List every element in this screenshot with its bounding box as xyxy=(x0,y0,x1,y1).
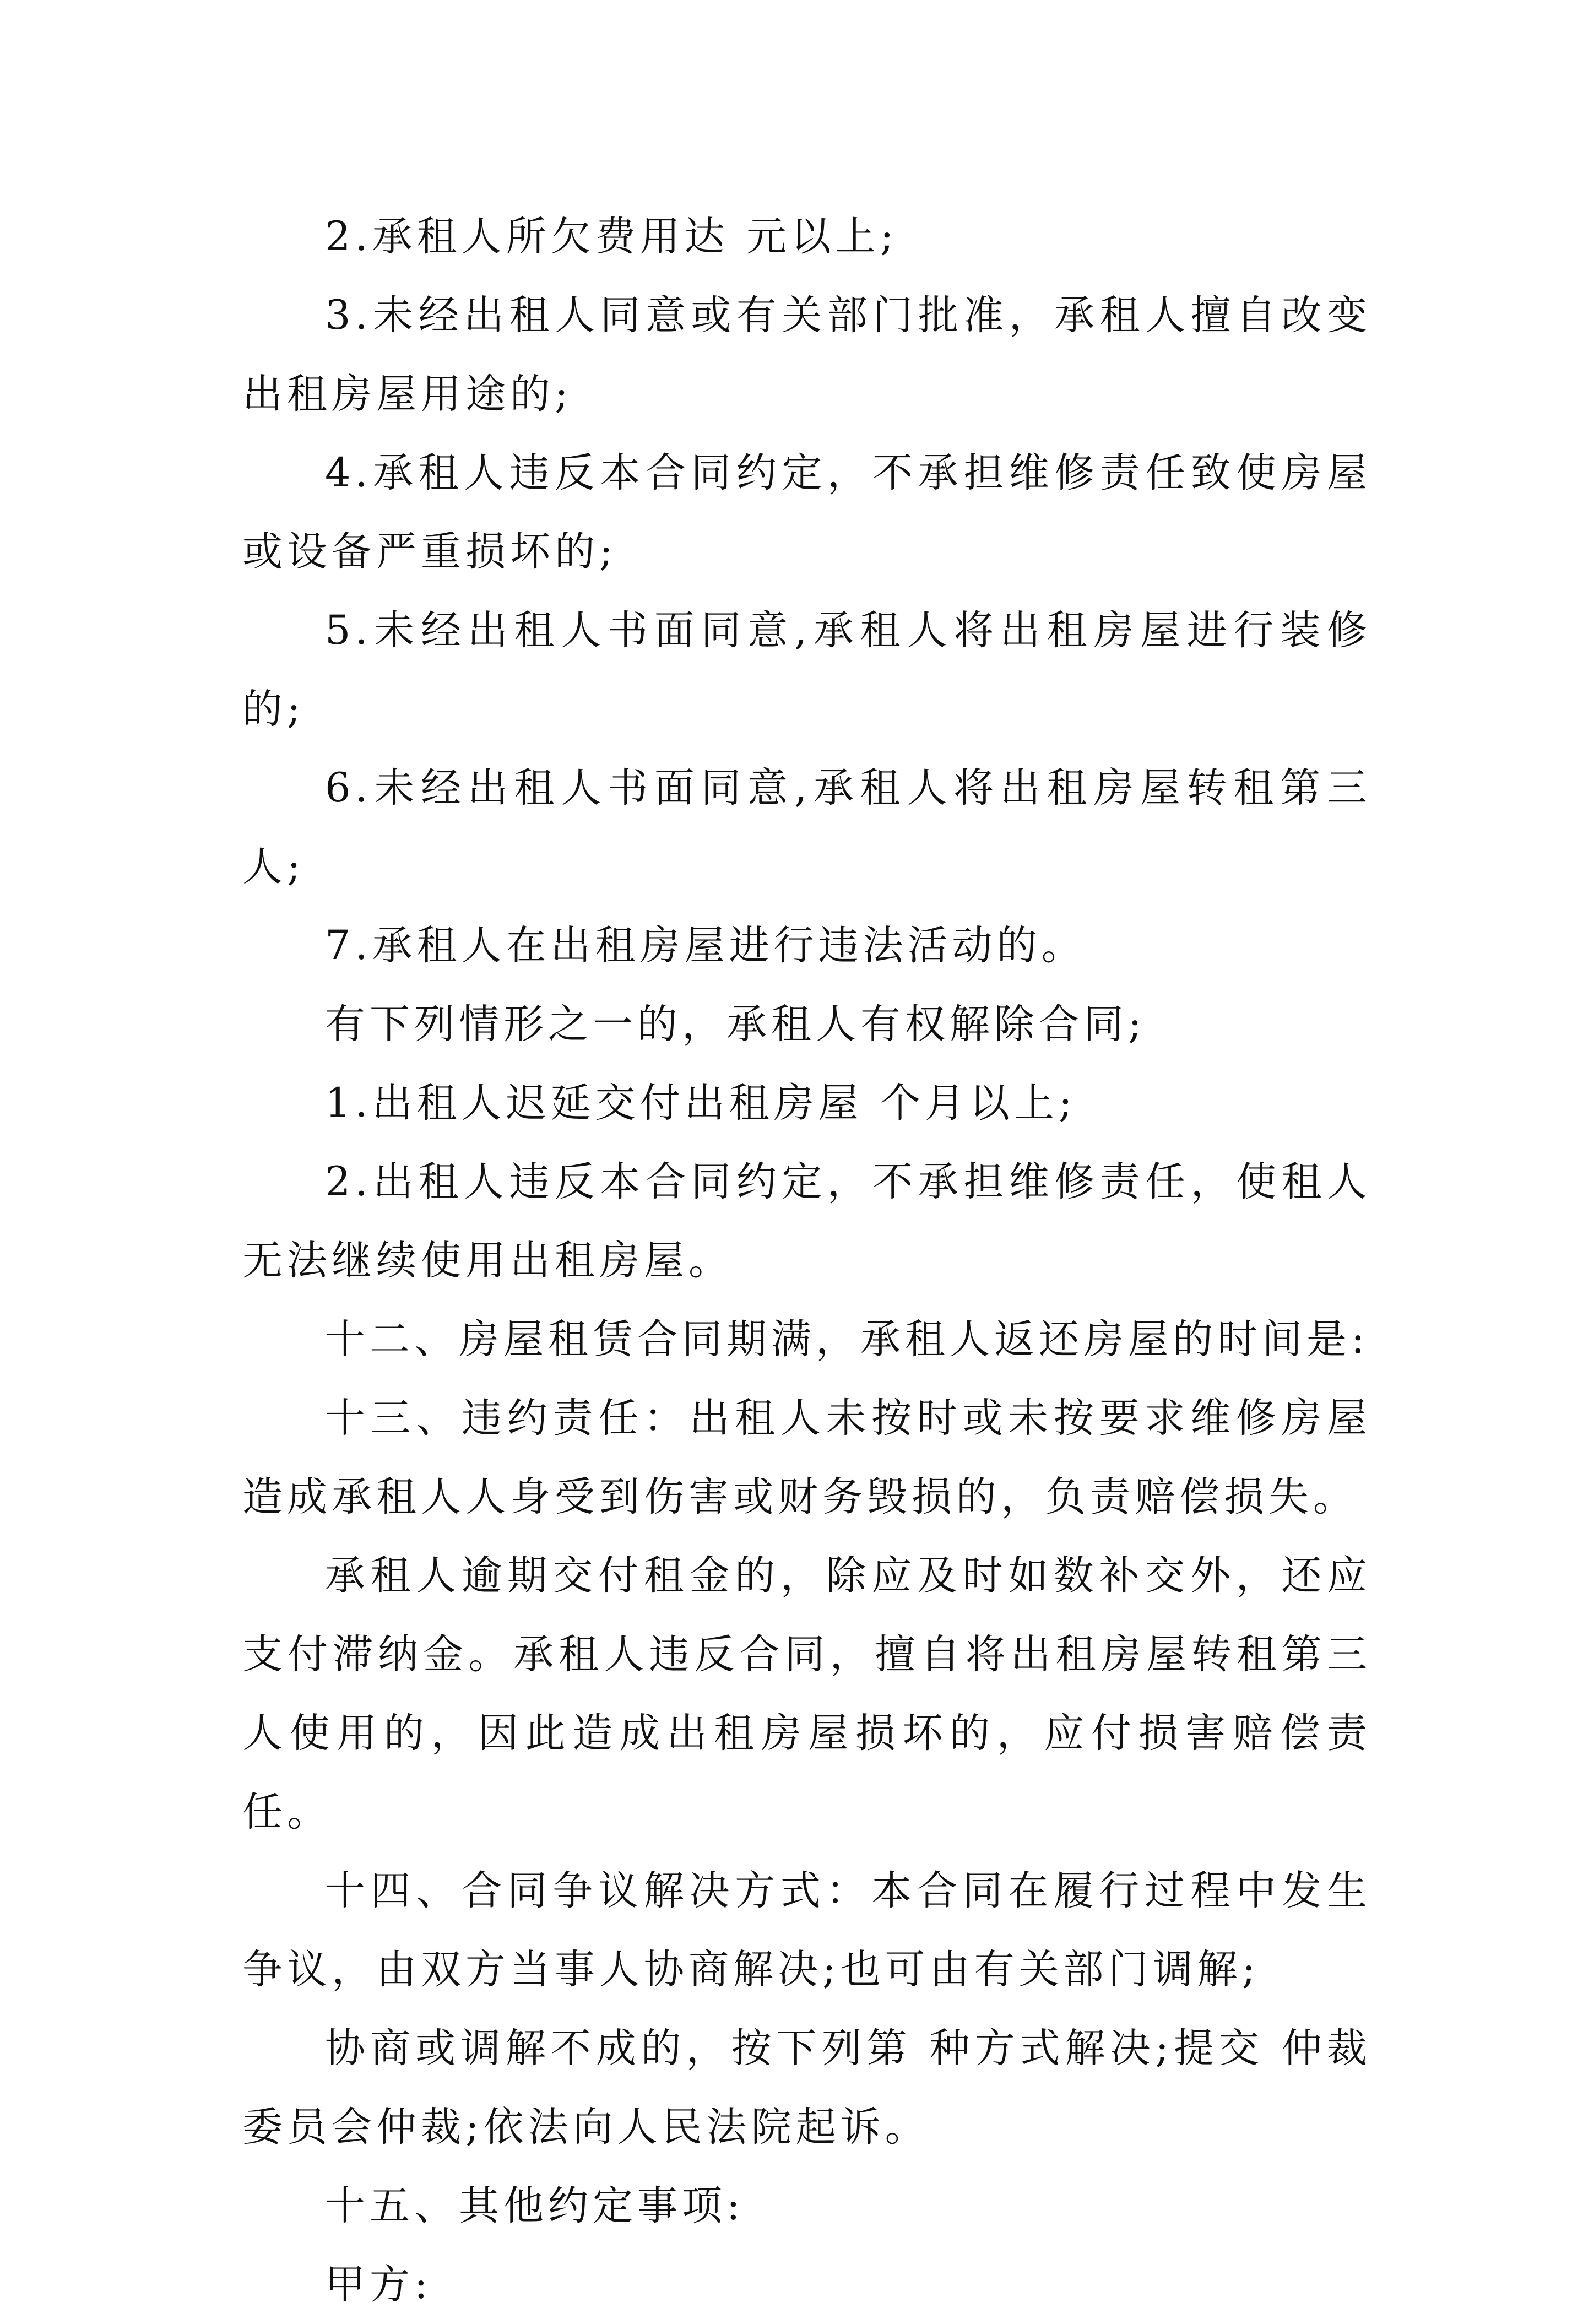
clause-arbitration: 协商或调解不成的，按下列第 种方式解决;提交 仲裁委员会仲裁;依法向人民法院起诉。 xyxy=(242,2025,1371,2150)
section-14-dispute-resolution: 十四、合同争议解决方式：本合同在履行过程中发生争议，由双方当事人协商解决;也可由有关部门调解; xyxy=(242,1867,1371,1993)
document-body xyxy=(242,197,1371,2324)
clause-illegal-activity: 7.承租人在出租房屋进行违法活动的。 xyxy=(325,922,1086,969)
tenant-termination-heading: 有下列情形之一的，承租人有权解除合同; xyxy=(325,1001,1146,1048)
section-12-return-time: 十二、房屋租赁合同期满，承租人返还房屋的时间是: xyxy=(325,1316,1369,1363)
section-15-other-matters: 十五、其他约定事项: xyxy=(325,2182,745,2229)
clause-change-use: 3.未经出租人同意或有关部门批准，承租人擅自改变出租房屋用途的; xyxy=(242,292,1371,418)
section-13-liability: 十三、违约责任：出租人未按时或未按要求维修房屋造成承租人人身受到伤害或财务毁损的，负责赔偿损失。 xyxy=(242,1395,1371,1520)
clause-unauthorized-renovation: 5.未经出租人书面同意,承租人将出租房屋进行装修的; xyxy=(242,607,1371,733)
clause-delayed-delivery: 1.出租人迟延交付出租房屋 个月以上; xyxy=(325,1080,1077,1126)
party-a-signature-label: 甲方: xyxy=(325,2261,432,2308)
clause-unauthorized-sublet: 6.未经出租人书面同意,承租人将出租房屋转租第三人; xyxy=(242,765,1371,890)
clause-arrears-limit: 2.承租人所欠费用达 元以上; xyxy=(325,213,898,260)
clause-damage-equipment: 4.承租人违反本合同约定，不承担维修责任致使房屋或设备严重损坏的; xyxy=(242,449,1371,575)
clause-landlord-no-repair: 2.出租人违反本合同约定，不承担维修责任，使租人无法继续使用出租房屋。 xyxy=(242,1158,1371,1284)
clause-late-rent: 承租人逾期交付租金的，除应及时如数补交外，还应支付滞纳金。承租人违反合同，擅自将出租房屋转租第三人使用的，因此造成出租房屋损坏的，应付损害赔偿责任。 xyxy=(242,1552,1371,1835)
